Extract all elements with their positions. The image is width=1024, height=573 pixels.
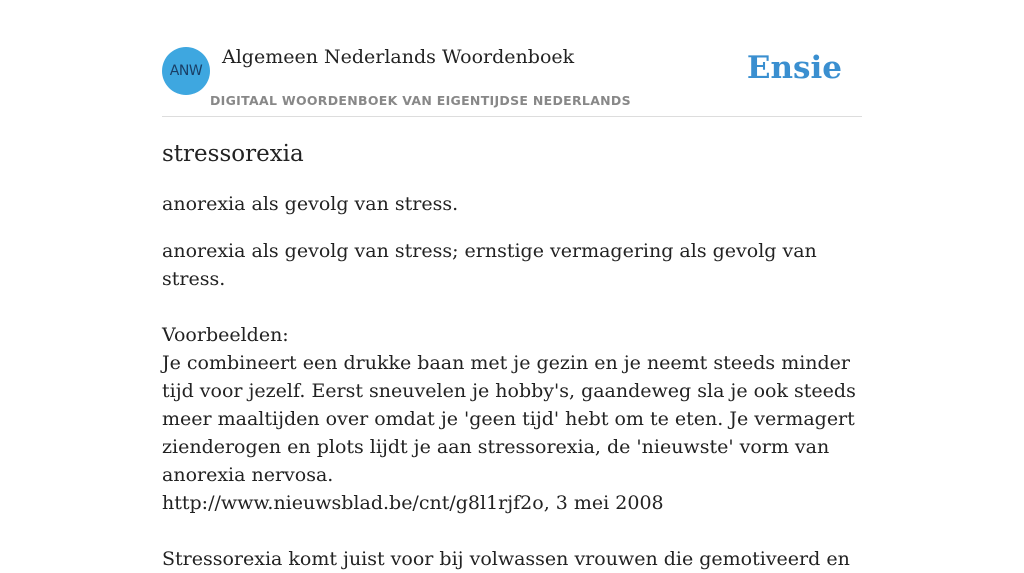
spacer [162, 517, 862, 545]
example-source: http://www.nieuwsblad.be/cnt/g8l1rjf2o, 3 mei 2008 [162, 492, 664, 514]
site-subtitle: DIGITAAL WOORDENBOEK VAN EIGENTIJDSE NEDERLANDS [210, 93, 631, 108]
long-definition: anorexia als gevolg van stress; ernstige vermagering als gevolg van stress. [162, 240, 817, 290]
example-text: Stressorexia komt juist voor bij volwassen vrouwen die gemotiveerd en [162, 548, 850, 570]
entry-content [162, 138, 862, 573]
example-text: Je combineert een drukke baan met je gezin en je neemt steeds minder tijd voor jezelf. Eerst sneuvelen je hobby's, gaandeweg sla je ook steeds meer maaltijden over omdat je 'geen tijd' hebt om te eten. Je vermagert zienderogen en plots lijdt je aan stressorexia, de 'nieuwste' vorm van anorexia nervosa. [162, 352, 856, 486]
site-title[interactable]: Algemeen Nederlands Woordenboek [222, 46, 575, 68]
ensie-logo[interactable]: Ensie [746, 50, 842, 86]
long-definition-block [162, 237, 862, 573]
anw-logo[interactable]: ANW [162, 47, 210, 95]
site-header [162, 0, 862, 117]
spacer [162, 293, 862, 321]
short-definition: anorexia als gevolg van stress. [162, 193, 459, 215]
entry-headword: stressorexia [162, 141, 304, 167]
examples-label: Voorbeelden: [162, 324, 289, 346]
